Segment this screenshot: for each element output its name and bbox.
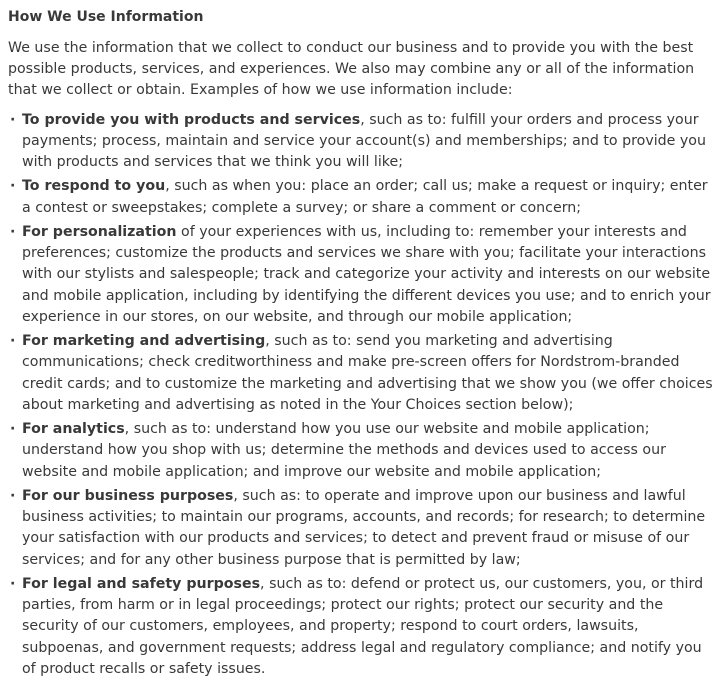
item-lead: For personalization	[22, 224, 177, 240]
list-item	[8, 486, 717, 571]
item-text: , such as to: fulfill your orders and process your payments; process, maintain and service your account(s) and memberships; and to provide you with products and services that we think you will like;	[22, 111, 706, 171]
bullet: ·	[10, 111, 16, 128]
list-item	[8, 222, 717, 328]
bullet: ·	[10, 488, 16, 504]
intro-paragraph: We use the information that we collect to conduct our business and to provide you with the best possible products, services, and experiences. We also may combine any or all of the information that we collect or obtain. Examples of how we use information include:	[8, 40, 695, 99]
bullet: ·	[10, 576, 16, 592]
bullet: ·	[10, 178, 16, 195]
item-text: , such as: to operate and improve upon our business and lawful business activities; to maintain our programs, accounts, and records; for research; to determine your satisfaction with our products and services; to detect and prevent fraud or misuse of our services; and for any other business purpose that is permitted by law;	[22, 488, 706, 568]
uses-list	[8, 110, 717, 680]
item-lead: To provide you with products and services	[22, 111, 361, 128]
item-text: , such as to: defend or protect us, our customers, you, or third parties, from harm or in legal proceedings; protect our rights; protect our security and the security of our customers, employees, and property; respond to court orders, lawsuits, subpoenas, and government requests; address legal and regulatory compliance; and notify you of product recalls or safety issues.	[22, 576, 704, 677]
item-lead: To respond to you	[22, 178, 166, 195]
bullet: ·	[10, 333, 16, 350]
section-heading: How We Use Information	[8, 9, 204, 25]
item-text: , such as to: send you marketing and advertising communications; check creditworthiness and make pre-screen offers for Nordstrom-branded credit cards; and to customize the marketing and advertising that we show you (we offer choices about marketing and advertising as noted in the Your Choices section below);	[22, 333, 713, 413]
item-text: , such as to: understand how you use our website and mobile application; understand how you shop with us; determine the methods and devices used to access our website and mobile application; and improve our website and mobile application;	[22, 421, 666, 480]
list-item	[8, 331, 717, 416]
bullet: ·	[10, 224, 16, 240]
item-lead: For legal and safety purposes	[22, 576, 261, 592]
list-item	[8, 419, 717, 483]
bullet: ·	[10, 421, 16, 438]
list-item	[8, 110, 717, 174]
list-item	[8, 176, 717, 218]
item-lead: For analytics	[22, 421, 125, 438]
item-text: , such as when you: place an order; call us; make a request or inquiry; enter a contest or sweepstakes; complete a survey; or share a comment or concern;	[22, 178, 708, 216]
item-lead: For our business purposes	[22, 488, 234, 504]
list-item	[8, 574, 717, 680]
item-text: of your experiences with us, including to: remember your interests and preferences; customize the products and services we share with you; facilitate your interactions with our stylists and salespeople; track and categorize your activity and interests on our website and mobile application, including by identifying the different devices you use; and to enrich your experience in our stores, on our website, and through our mobile application;	[22, 224, 711, 325]
item-lead: For marketing and advertising	[22, 333, 266, 350]
